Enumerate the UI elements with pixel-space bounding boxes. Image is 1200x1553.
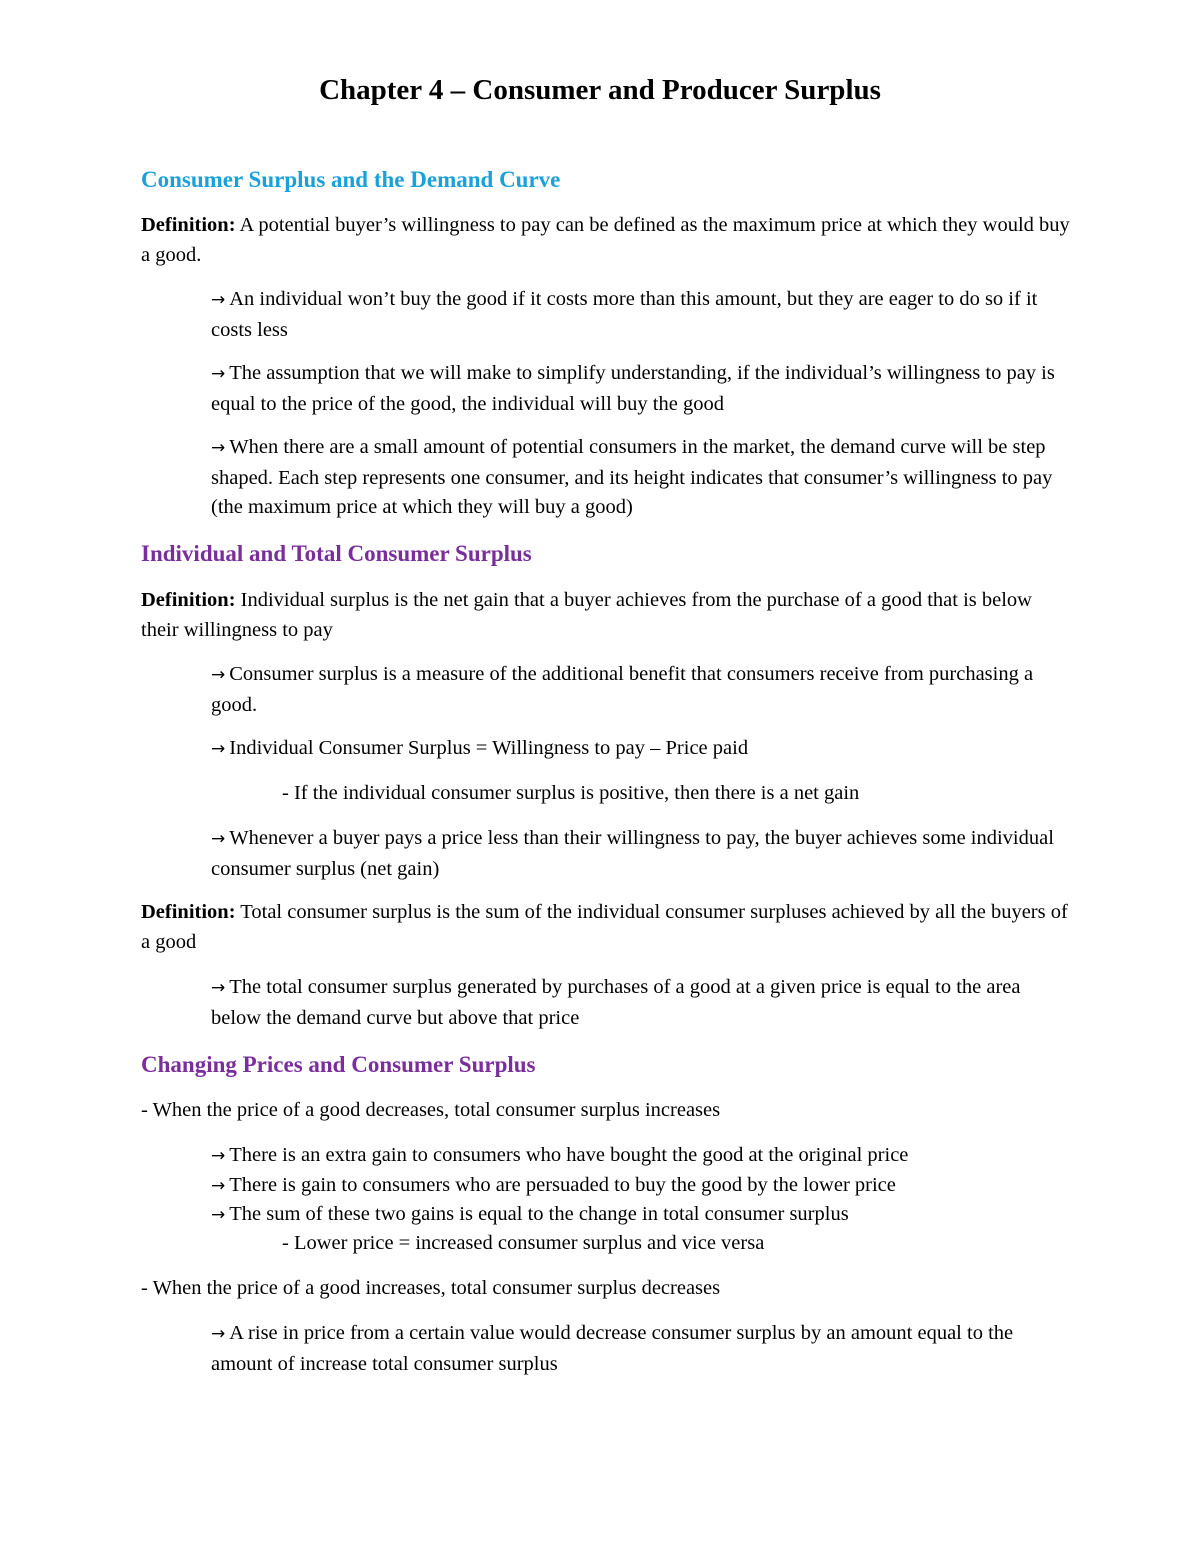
bullet-text: The total consumer surplus generated by purchases of a good at a given price is equal to the area below the demand curve but above that price bbox=[211, 976, 1021, 1029]
definition-text: A potential buyer’s willingness to pay can be defined as the maximum price at which they would buy a good. bbox=[141, 214, 1070, 266]
sub-item: - If the individual consumer surplus is positive, then there is a net gain bbox=[282, 782, 860, 804]
definition-individual-surplus bbox=[141, 586, 1071, 645]
bullet-text: There is gain to consumers who are persuaded to buy the good by the lower price bbox=[229, 1174, 896, 1196]
arrow-icon: → bbox=[211, 978, 226, 998]
definition-willingness-to-pay bbox=[141, 211, 1071, 270]
arrow-icon: → bbox=[211, 438, 226, 458]
bullet-item bbox=[211, 433, 1071, 523]
bullet-item bbox=[211, 1141, 1071, 1172]
section-heading-individual-total-surplus: Individual and Total Consumer Surplus bbox=[141, 541, 532, 566]
definition-text: Individual surplus is the net gain that a buyer achieves from the purchase of a good that is below their willingness to pay bbox=[141, 589, 1032, 641]
bullet-item bbox=[211, 359, 1071, 419]
bullet-item bbox=[211, 973, 1071, 1033]
arrow-icon: → bbox=[211, 1205, 226, 1225]
arrow-icon: → bbox=[211, 364, 226, 384]
section-heading-demand-curve: Consumer Surplus and the Demand Curve bbox=[141, 167, 561, 192]
arrow-icon: → bbox=[211, 1176, 226, 1196]
arrow-icon: → bbox=[211, 1324, 226, 1344]
bullet-text: Whenever a buyer pays a price less than their willingness to pay, the buyer achieves some individual consumer surplus (net gain) bbox=[211, 827, 1054, 880]
paragraph-price-decrease: - When the price of a good decreases, total consumer surplus increases bbox=[141, 1099, 721, 1121]
bullet-item bbox=[211, 1171, 1071, 1202]
definition-label: Definition: bbox=[141, 901, 236, 923]
bullet-text: When there are a small amount of potential consumers in the market, the demand curve will be step shaped. Each step represents one consumer, and its height indicates that consumer’s willingness to pay (the maximum price at which they will buy a good) bbox=[211, 436, 1053, 518]
bullet-text: An individual won’t buy the good if it costs more than this amount, but they are eager to do so if it costs less bbox=[211, 288, 1038, 341]
bullet-text: There is an extra gain to consumers who have bought the good at the original price bbox=[229, 1144, 909, 1166]
section-heading-changing-prices: Changing Prices and Consumer Surplus bbox=[141, 1052, 536, 1077]
bullet-text: A rise in price from a certain value would decrease consumer surplus by an amount equal to the amount of increase total consumer surplus bbox=[211, 1322, 1014, 1375]
definition-label: Definition: bbox=[141, 589, 236, 611]
paragraph-price-increase: - When the price of a good increases, total consumer surplus decreases bbox=[141, 1277, 721, 1299]
bullet-item bbox=[211, 824, 1071, 884]
definition-text: Total consumer surplus is the sum of the individual consumer surpluses achieved by all the buyers of a good bbox=[141, 901, 1068, 953]
bullet-item bbox=[211, 660, 1071, 720]
arrow-icon: → bbox=[211, 739, 226, 759]
bullet-text: The sum of these two gains is equal to the change in total consumer surplus bbox=[229, 1203, 849, 1225]
arrow-icon: → bbox=[211, 290, 226, 310]
sub-item: - Lower price = increased consumer surplus and vice versa bbox=[282, 1232, 765, 1254]
definition-total-surplus bbox=[141, 898, 1071, 957]
bullet-item bbox=[211, 1319, 1071, 1379]
bullet-text: The assumption that we will make to simplify understanding, if the individual’s willingness to pay is equal to the price of the good, the individual will buy the good bbox=[211, 362, 1055, 415]
arrow-icon: → bbox=[211, 665, 226, 685]
definition-label: Definition: bbox=[141, 214, 236, 236]
arrow-icon: → bbox=[211, 829, 226, 849]
bullet-item bbox=[211, 734, 1071, 765]
bullet-item bbox=[211, 1200, 1071, 1231]
bullet-item bbox=[211, 285, 1071, 345]
bullet-text: Individual Consumer Surplus = Willingness to pay – Price paid bbox=[229, 737, 749, 759]
arrow-icon: → bbox=[211, 1146, 226, 1166]
page-title: Chapter 4 – Consumer and Producer Surplus bbox=[319, 74, 881, 106]
bullet-text: Consumer surplus is a measure of the additional benefit that consumers receive from purchasing a good. bbox=[211, 663, 1034, 716]
